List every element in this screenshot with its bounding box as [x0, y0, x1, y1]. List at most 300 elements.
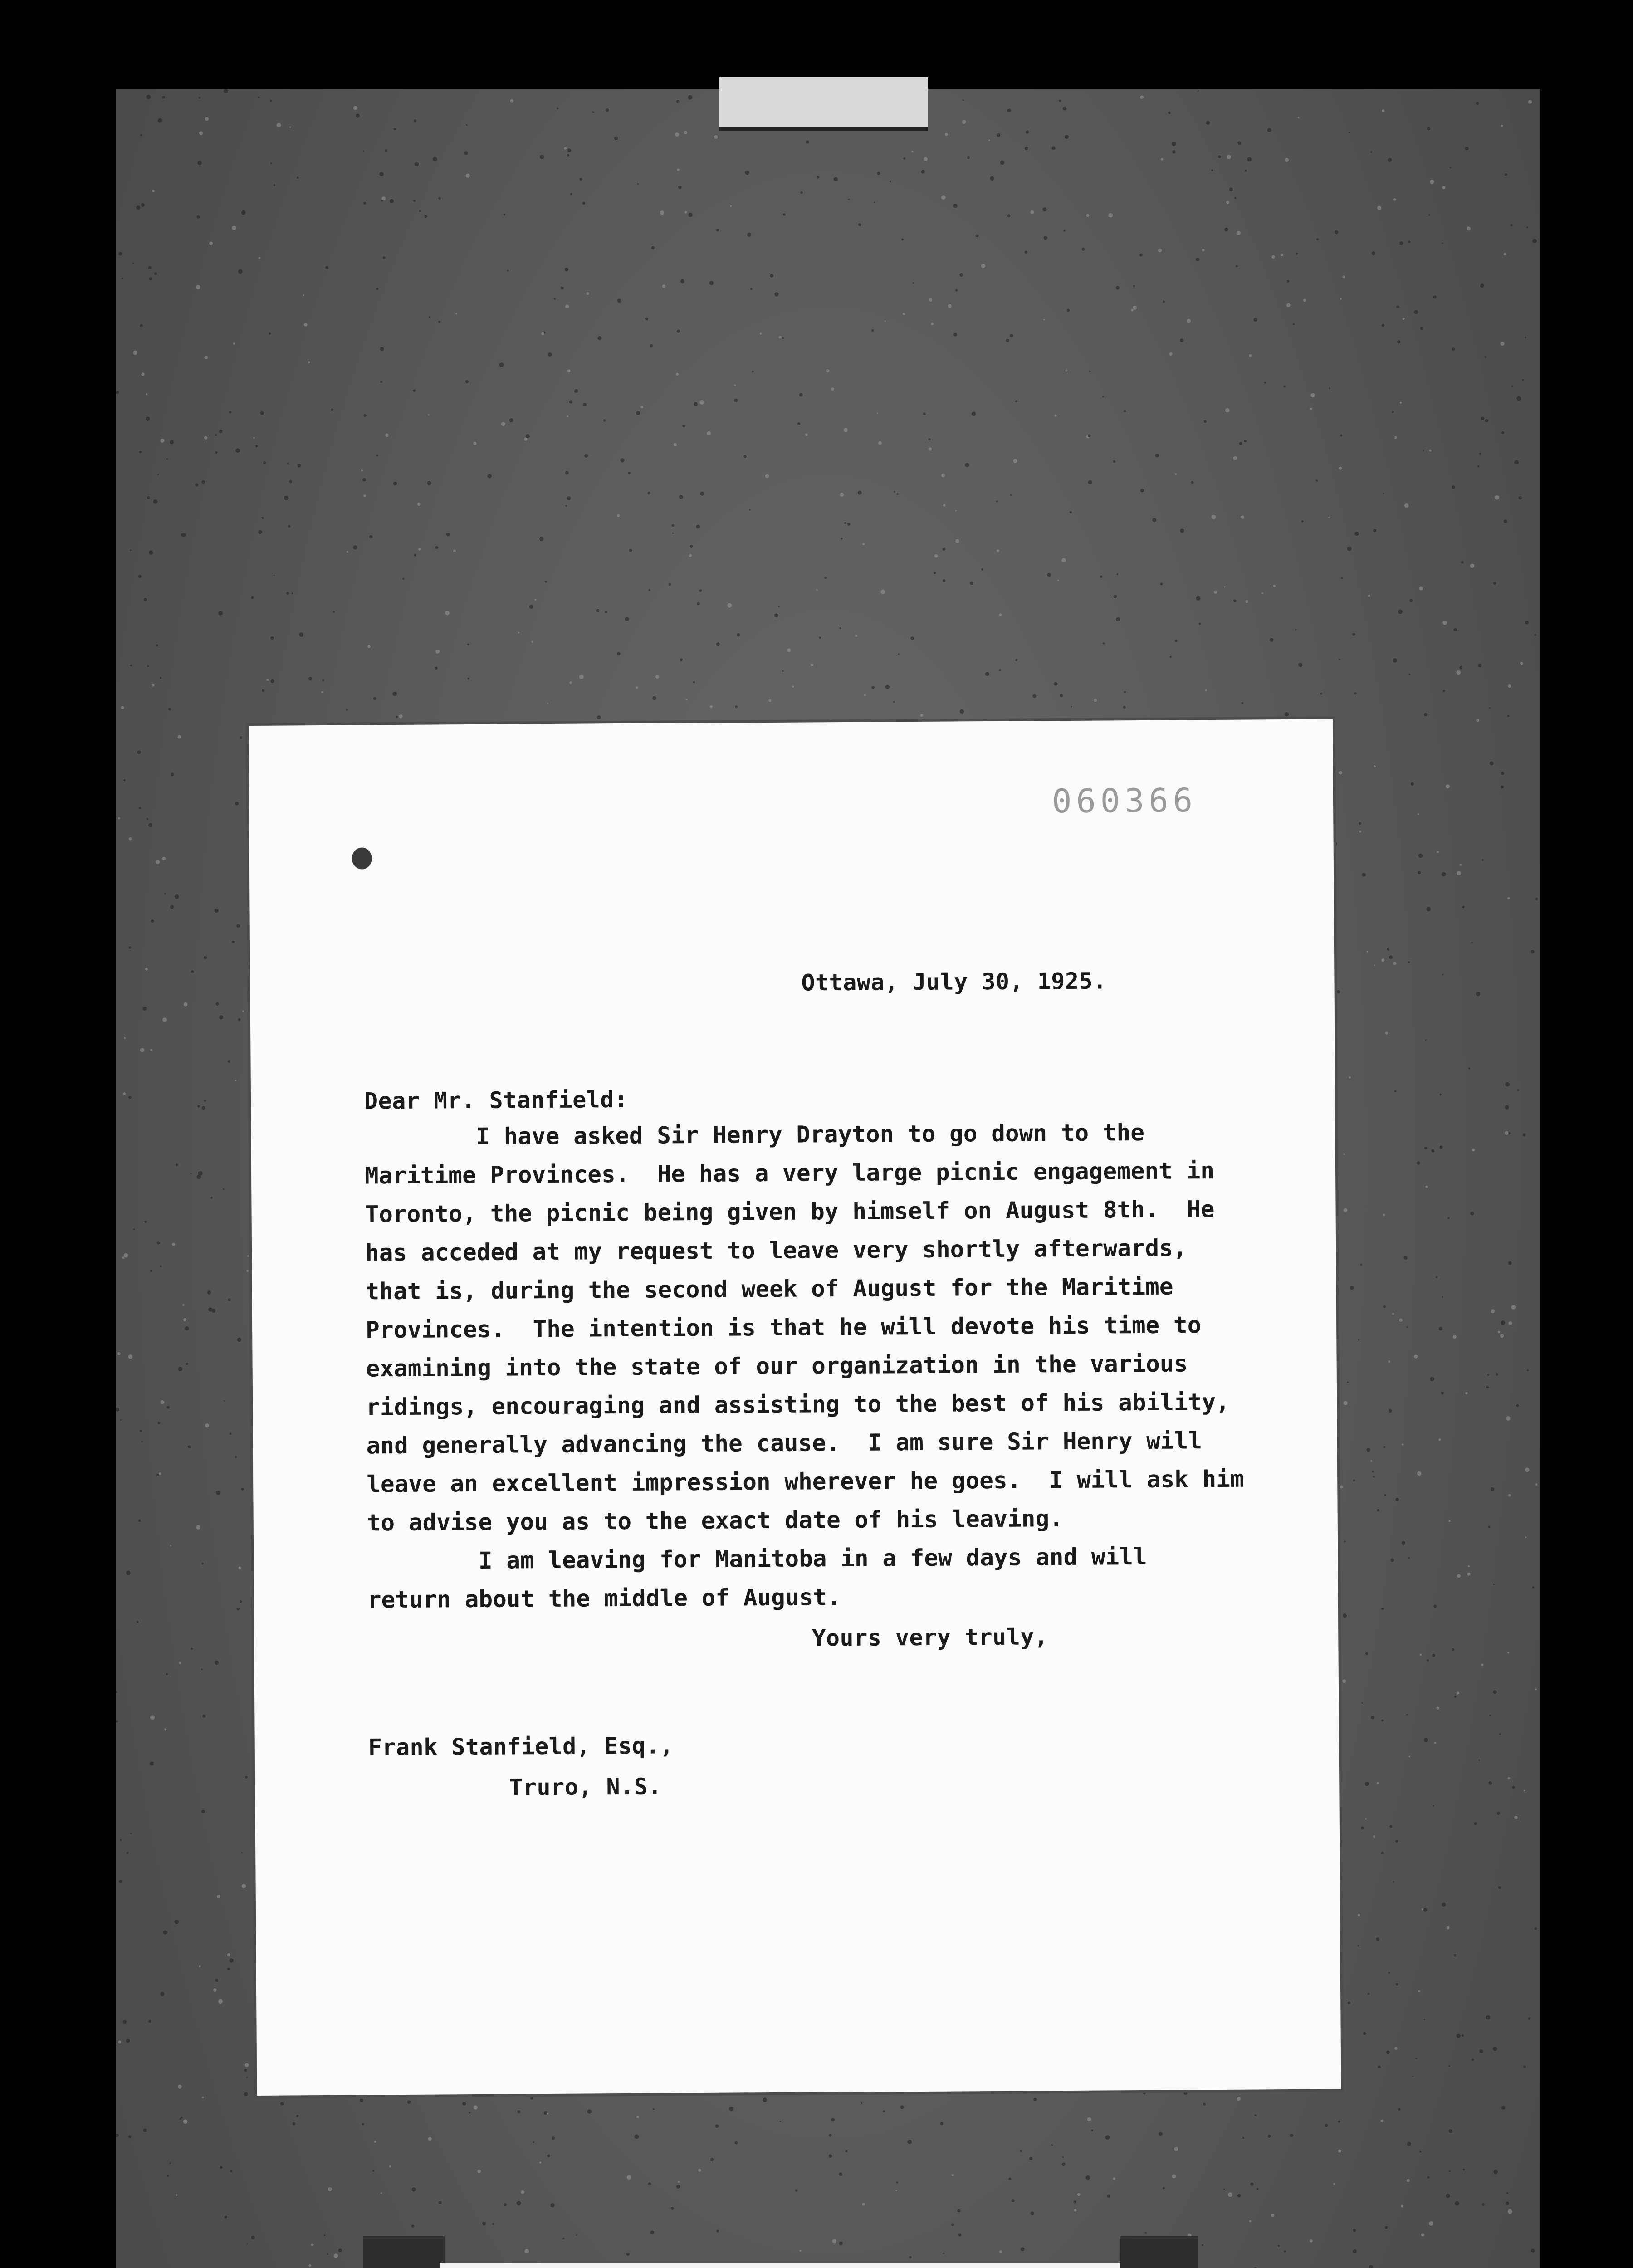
board-speckle-dot: [1486, 1386, 1489, 1388]
board-speckle-dot: [1415, 2058, 1417, 2059]
board-speckle-dot: [150, 1715, 155, 1720]
board-speckle-dot: [1524, 1790, 1525, 1791]
board-speckle-dot: [1368, 1993, 1370, 1995]
board-speckle-dot: [1484, 356, 1486, 358]
board-speckle-dot: [1044, 236, 1047, 240]
board-speckle-dot: [126, 1571, 130, 1575]
board-speckle-dot: [540, 155, 544, 159]
board-speckle-dot: [122, 278, 123, 279]
board-speckle-dot: [1010, 494, 1012, 496]
board-speckle-dot: [380, 347, 384, 351]
board-speckle-dot: [1298, 663, 1302, 667]
board-speckle-dot: [1116, 617, 1120, 621]
board-speckle-dot: [123, 1092, 126, 1095]
board-speckle-dot: [1184, 2092, 1187, 2095]
body-line: has acceded at my request to leave very shortly afterwards,: [365, 1235, 1187, 1267]
board-speckle-dot: [1103, 642, 1105, 644]
board-speckle-dot: [1124, 410, 1126, 412]
board-speckle-dot: [680, 279, 684, 284]
board-speckle-dot: [263, 461, 266, 464]
board-speckle-dot: [1353, 2249, 1357, 2253]
board-speckle-dot: [988, 139, 990, 141]
board-speckle-dot: [583, 403, 587, 406]
board-speckle-dot: [1281, 254, 1283, 256]
board-speckle-dot: [504, 2203, 507, 2206]
board-speckle-dot: [840, 493, 844, 497]
board-speckle-dot: [151, 919, 154, 923]
body-line: and generally advancing the cause. I am sure Sir Henry will: [366, 1427, 1203, 1460]
board-speckle-dot: [237, 1338, 241, 1342]
addressee-name: Frank Stanfield, Esq.,: [368, 1732, 674, 1761]
board-speckle-dot: [156, 1474, 159, 1476]
board-speckle-dot: [202, 2097, 204, 2098]
board-speckle-dot: [920, 714, 923, 717]
board-speckle-dot: [697, 602, 700, 605]
board-speckle-dot: [816, 589, 818, 591]
board-speckle-dot: [1303, 299, 1306, 302]
board-speckle-dot: [799, 2250, 801, 2252]
board-speckle-dot: [148, 266, 152, 269]
board-speckle-dot: [1532, 239, 1537, 243]
board-speckle-dot: [652, 696, 656, 700]
board-speckle-dot: [453, 550, 456, 552]
board-speckle-dot: [579, 675, 584, 679]
board-speckle-dot: [241, 1488, 244, 1491]
board-speckle-dot: [531, 641, 533, 643]
board-speckle-dot: [636, 411, 640, 415]
board-speckle-dot: [381, 2192, 382, 2194]
board-speckle-dot: [929, 298, 932, 301]
board-speckle-dot: [333, 611, 335, 613]
board-speckle-dot: [152, 684, 154, 686]
board-speckle-dot: [1423, 450, 1424, 451]
board-speckle-dot: [1505, 173, 1507, 176]
board-speckle-dot: [253, 437, 255, 439]
board-speckle-dot: [186, 1363, 188, 1365]
board-speckle-dot: [147, 665, 149, 667]
board-speckle-dot: [1349, 132, 1350, 133]
board-speckle-dot: [848, 199, 850, 200]
board-speckle-dot: [567, 370, 571, 373]
board-speckle-dot: [1371, 1716, 1374, 1719]
board-speckle-dot: [392, 692, 397, 696]
board-speckle-dot: [1488, 1526, 1490, 1528]
board-speckle-dot: [133, 351, 137, 355]
board-speckle-dot: [1399, 241, 1403, 245]
board-speckle-dot: [1261, 592, 1263, 594]
board-speckle-dot: [709, 281, 714, 285]
board-speckle-dot: [235, 802, 239, 805]
board-speckle-dot: [833, 177, 838, 181]
board-speckle-dot: [182, 1304, 185, 1306]
board-speckle-dot: [1501, 2106, 1505, 2109]
board-speckle-dot: [469, 2112, 470, 2113]
board-speckle-dot: [180, 2118, 181, 2120]
board-speckle-dot: [750, 288, 753, 290]
board-speckle-dot: [1420, 1654, 1422, 1656]
board-speckle-dot: [1523, 2066, 1526, 2068]
board-speckle-dot: [356, 114, 360, 118]
board-speckle-dot: [672, 524, 675, 527]
board-speckle-dot: [1229, 188, 1233, 191]
board-speckle-dot: [1398, 2108, 1400, 2111]
board-speckle-dot: [233, 342, 235, 344]
board-speckle-dot: [455, 313, 457, 315]
board-speckle-dot: [361, 469, 363, 471]
board-speckle-dot: [958, 2234, 962, 2237]
board-speckle-dot: [1472, 2058, 1474, 2061]
board-speckle-dot: [963, 99, 964, 101]
board-speckle-dot: [1264, 382, 1266, 384]
board-speckle-dot: [227, 1953, 230, 1956]
board-speckle-dot: [1340, 298, 1342, 300]
board-speckle-dot: [1367, 1448, 1370, 1452]
board-speckle-dot: [1485, 419, 1488, 422]
board-speckle-dot: [1202, 249, 1205, 252]
board-speckle-dot: [677, 330, 680, 333]
board-speckle-dot: [156, 644, 158, 646]
board-speckle-dot: [1430, 1377, 1434, 1381]
board-speckle-dot: [446, 533, 450, 536]
board-speckle-dot: [1493, 1690, 1496, 1694]
board-speckle-dot: [1065, 135, 1069, 139]
board-speckle-dot: [929, 438, 931, 440]
board-speckle-dot: [1457, 871, 1461, 875]
board-speckle-dot: [799, 393, 803, 397]
board-speckle-dot: [1343, 1154, 1345, 1155]
board-speckle-dot: [1245, 600, 1248, 603]
board-speckle-dot: [737, 633, 740, 637]
board-speckle-dot: [116, 1720, 118, 1723]
board-speckle-dot: [871, 329, 874, 332]
board-speckle-dot: [1446, 2194, 1450, 2198]
board-speckle-dot: [1271, 2214, 1274, 2217]
board-speckle-dot: [1054, 682, 1057, 686]
board-speckle-dot: [1406, 1326, 1408, 1328]
board-speckle-dot: [900, 2105, 904, 2109]
board-speckle-dot: [1507, 1652, 1509, 1654]
board-speckle-dot: [797, 422, 800, 425]
board-speckle-dot: [1020, 2150, 1022, 2152]
board-speckle-dot: [614, 137, 618, 140]
board-speckle-dot: [338, 2248, 342, 2252]
board-speckle-dot: [1525, 1468, 1530, 1472]
board-speckle-dot: [885, 685, 890, 689]
board-speckle-dot: [152, 190, 155, 192]
board-speckle-dot: [181, 533, 186, 537]
board-speckle-dot: [1505, 1131, 1509, 1135]
board-speckle-dot: [1377, 1782, 1379, 1784]
board-speckle-dot: [157, 1422, 160, 1424]
board-speckle-dot: [202, 480, 205, 484]
board-speckle-dot: [552, 2136, 555, 2140]
board-speckle-dot: [466, 124, 467, 126]
board-speckle-dot: [1392, 411, 1394, 413]
board-speckle-dot: [1113, 2177, 1115, 2180]
board-speckle-dot: [297, 177, 299, 179]
board-speckle-dot: [1159, 2132, 1163, 2136]
board-speckle-dot: [1369, 2265, 1373, 2268]
board-speckle-dot: [897, 493, 899, 495]
board-speckle-dot: [208, 1307, 213, 1312]
board-speckle-dot: [413, 389, 416, 392]
board-speckle-dot: [1244, 170, 1247, 172]
board-speckle-dot: [1520, 662, 1523, 665]
letter-salutation: Dear Mr. Stanfield:: [364, 1086, 628, 1114]
board-speckle-dot: [617, 652, 621, 655]
board-speckle-dot: [901, 239, 904, 241]
board-speckle-dot: [1388, 1972, 1390, 1974]
board-speckle-dot: [162, 1017, 167, 1022]
board-speckle-dot: [1388, 158, 1392, 162]
board-speckle-dot: [1498, 1886, 1501, 1889]
board-speckle-dot: [699, 589, 702, 592]
board-speckle-dot: [1439, 1145, 1442, 1149]
board-speckle-dot: [1196, 596, 1201, 601]
board-speckle-dot: [153, 499, 158, 504]
board-speckle-dot: [116, 2134, 119, 2137]
board-speckle-dot: [242, 1010, 244, 1012]
board-speckle-dot: [567, 154, 569, 157]
board-speckle-dot: [150, 1761, 154, 1766]
body-line: Maritime Provinces. He has a very large picnic engagement in: [364, 1158, 1215, 1190]
board-speckle-dot: [675, 132, 679, 137]
board-speckle-dot: [123, 2020, 127, 2024]
board-speckle-dot: [999, 669, 1001, 671]
board-speckle-dot: [1030, 210, 1034, 214]
board-speckle-dot: [1140, 95, 1144, 99]
board-speckle-dot: [210, 1197, 213, 1199]
board-speckle-dot: [1394, 436, 1397, 439]
board-speckle-dot: [839, 2242, 843, 2245]
board-speckle-dot: [1284, 712, 1289, 717]
body-line: return about the middle of August.: [367, 1584, 841, 1614]
board-speckle-dot: [1421, 2233, 1424, 2236]
board-speckle-dot: [1418, 871, 1421, 874]
board-speckle-dot: [1350, 1286, 1354, 1290]
board-speckle-dot: [1197, 90, 1199, 92]
board-speckle-dot: [1224, 228, 1228, 232]
board-speckle-dot: [716, 2230, 719, 2233]
board-speckle-dot: [1000, 161, 1004, 165]
board-speckle-dot: [1501, 1320, 1505, 1325]
board-speckle-dot: [147, 496, 150, 499]
board-speckle-dot: [1296, 253, 1298, 255]
board-speckle-dot: [501, 422, 505, 426]
board-speckle-dot: [287, 462, 289, 464]
board-speckle-dot: [1491, 1309, 1495, 1313]
board-speckle-dot: [769, 699, 772, 702]
board-speckle-dot: [1467, 226, 1471, 230]
board-speckle-dot: [1476, 992, 1481, 996]
board-speckle-dot: [1389, 1825, 1392, 1828]
board-speckle-dot: [1061, 558, 1066, 563]
board-speckle-dot: [1388, 1360, 1390, 1363]
board-speckle-dot: [1507, 897, 1510, 899]
board-speckle-dot: [149, 277, 152, 280]
board-speckle-dot: [1358, 1945, 1359, 1946]
board-speckle-dot: [840, 627, 841, 629]
board-speckle-dot: [1341, 577, 1343, 579]
board-speckle-dot: [1393, 962, 1397, 965]
board-speckle-dot: [1393, 658, 1398, 663]
board-speckle-dot: [1358, 1914, 1360, 1916]
board-speckle-dot: [271, 679, 274, 683]
board-speckle-dot: [216, 1002, 219, 1006]
board-speckle-dot: [145, 1221, 147, 1223]
board-speckle-dot: [196, 285, 200, 289]
board-speckle-dot: [407, 2100, 411, 2104]
board-speckle-dot: [235, 1456, 237, 1458]
board-speckle-dot: [1425, 1039, 1427, 1041]
board-speckle-dot: [1437, 1707, 1439, 1710]
board-speckle-dot: [1510, 224, 1512, 226]
document-number-stamp: 060366: [1051, 781, 1198, 821]
board-speckle-dot: [606, 108, 609, 112]
board-speckle-dot: [389, 2165, 391, 2168]
board-speckle-dot: [376, 288, 378, 290]
board-speckle-dot: [1462, 2034, 1464, 2037]
board-speckle-dot: [1007, 108, 1011, 112]
board-speckle-dot: [1397, 340, 1400, 343]
board-speckle-dot: [1392, 1313, 1394, 1315]
board-speckle-dot: [417, 503, 421, 506]
board-speckle-dot: [524, 438, 527, 441]
board-speckle-dot: [1394, 2047, 1398, 2050]
board-speckle-dot: [150, 1049, 153, 1051]
board-speckle-dot: [280, 2102, 284, 2105]
board-speckle-dot: [582, 202, 585, 205]
board-speckle-dot: [170, 2162, 171, 2164]
board-speckle-dot: [779, 336, 782, 339]
board-speckle-dot: [648, 2182, 651, 2185]
board-speckle-dot: [1478, 664, 1482, 668]
board-speckle-dot: [1013, 459, 1017, 463]
board-speckle-dot: [1117, 573, 1118, 575]
board-speckle-dot: [1060, 694, 1063, 697]
board-speckle-dot: [1310, 408, 1312, 411]
board-speckle-dot: [1408, 961, 1410, 963]
board-speckle-dot: [509, 418, 513, 422]
board-speckle-dot: [1214, 591, 1217, 594]
board-speckle-dot: [1531, 2249, 1535, 2253]
board-speckle-dot: [1424, 1738, 1428, 1742]
board-speckle-dot: [874, 202, 875, 203]
board-speckle-dot: [584, 454, 588, 458]
board-speckle-dot: [1488, 1781, 1492, 1785]
board-speckle-dot: [831, 387, 834, 391]
board-speckle-dot: [236, 1608, 239, 1610]
board-speckle-dot: [499, 362, 504, 367]
board-speckle-dot: [353, 106, 357, 110]
board-speckle-dot: [1353, 2229, 1356, 2232]
board-speckle-dot: [230, 2170, 232, 2172]
board-speckle-dot: [1501, 342, 1505, 346]
board-speckle-dot: [1428, 214, 1430, 216]
board-speckle-dot: [698, 2169, 701, 2172]
board-speckle-dot: [1454, 1696, 1457, 1698]
board-speckle-dot: [679, 495, 683, 499]
board-speckle-dot: [1449, 2129, 1452, 2133]
board-speckle-dot: [198, 161, 202, 165]
board-speckle-dot: [139, 1430, 142, 1432]
board-speckle-dot: [1377, 1509, 1379, 1511]
board-speckle-dot: [364, 414, 367, 417]
board-speckle-dot: [650, 344, 653, 347]
body-line: I am leaving for Manitoba in a few days and will: [367, 1543, 1147, 1575]
board-speckle-dot: [191, 970, 194, 973]
board-speckle-dot: [118, 2041, 121, 2043]
board-speckle-dot: [209, 242, 213, 245]
board-speckle-dot: [1505, 1082, 1510, 1087]
board-speckle-dot: [688, 95, 693, 100]
board-speckle-dot: [1249, 354, 1252, 357]
board-speckle-dot: [1353, 1479, 1355, 1481]
board-speckle-dot: [380, 381, 382, 383]
board-speckle-dot: [116, 391, 119, 394]
board-speckle-dot: [224, 1400, 225, 1402]
board-speckle-dot: [1085, 2175, 1090, 2180]
board-speckle-dot: [197, 1175, 201, 1179]
board-speckle-dot: [567, 148, 571, 152]
board-speckle-dot: [877, 172, 880, 175]
board-speckle-dot: [957, 2209, 960, 2212]
board-speckle-dot: [1347, 1382, 1349, 1383]
board-speckle-dot: [296, 2115, 298, 2117]
board-speckle-dot: [374, 2141, 376, 2143]
board-speckle-dot: [1295, 629, 1296, 631]
board-speckle-dot: [805, 434, 808, 436]
board-speckle-dot: [1433, 1605, 1437, 1608]
board-speckle-dot: [1161, 158, 1164, 161]
board-speckle-dot: [1526, 227, 1528, 228]
board-speckle-dot: [311, 2244, 313, 2246]
board-speckle-dot: [1504, 253, 1506, 255]
board-speckle-dot: [1429, 2221, 1433, 2226]
board-speckle-dot: [1439, 1438, 1441, 1441]
board-speckle-dot: [270, 100, 272, 102]
board-speckle-dot: [1432, 1654, 1435, 1657]
board-speckle-dot: [488, 474, 492, 478]
board-speckle-dot: [1055, 415, 1057, 417]
board-speckle-dot: [1204, 420, 1207, 423]
board-speckle-dot: [245, 1776, 248, 1779]
board-speckle-dot: [128, 1096, 131, 1099]
board-speckle-dot: [196, 1525, 200, 1530]
board-speckle-dot: [1470, 1212, 1474, 1215]
board-speckle-dot: [473, 442, 477, 445]
board-speckle-dot: [122, 1256, 124, 1259]
board-speckle-dot: [303, 294, 304, 296]
board-speckle-dot: [676, 2185, 680, 2189]
board-speckle-dot: [1160, 583, 1163, 586]
board-speckle-dot: [175, 894, 179, 899]
board-speckle-dot: [1358, 1339, 1359, 1340]
body-line: examining into the state of our organization in the various: [366, 1350, 1188, 1383]
board-speckle-dot: [1290, 2134, 1293, 2137]
board-speckle-dot: [1025, 147, 1028, 150]
board-speckle-dot: [655, 675, 659, 679]
board-speckle-dot: [1362, 873, 1366, 877]
board-speckle-dot: [730, 205, 732, 207]
board-speckle-dot: [1361, 1826, 1364, 1829]
board-speckle-dot: [172, 1243, 175, 1246]
board-speckle-dot: [223, 1188, 224, 1190]
board-speckle-dot: [951, 2223, 954, 2226]
board-speckle-dot: [1431, 1149, 1434, 1153]
board-speckle-dot: [1287, 280, 1290, 283]
board-speckle-dot: [648, 589, 650, 591]
